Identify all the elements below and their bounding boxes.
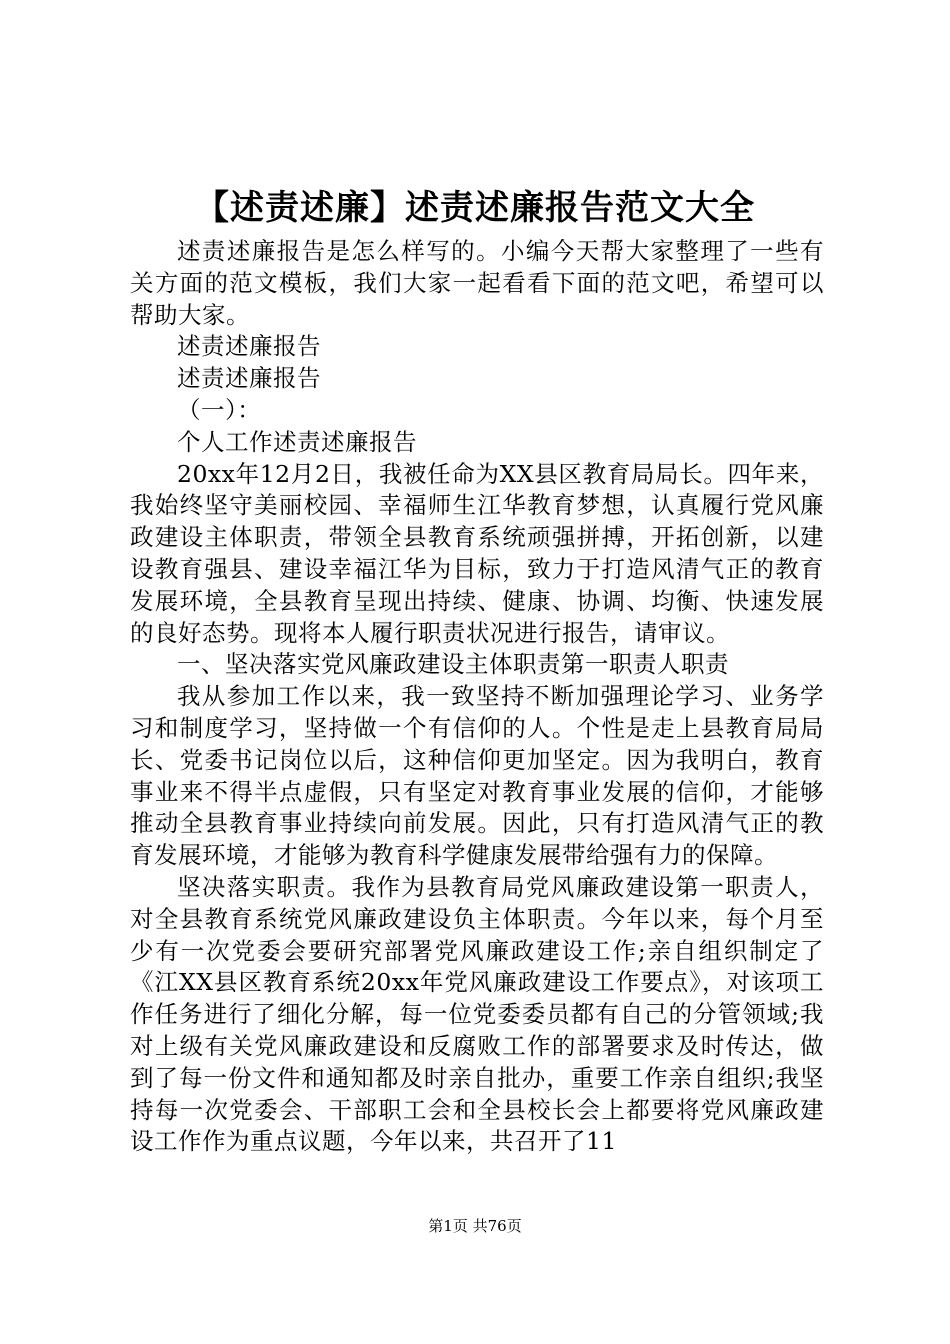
paragraph: 我从参加工作以来，我一致坚持不断加强理论学习、业务学习和制度学习，坚持做一个有信仰的人。个性是走上县教育局局长、党委书记岗位以后，这种信仰更加坚定。因为我明白，教育事业来不得半点虚假，只有坚定对教育事业发展的信仰，才能够推动全县教育事业持续向前发展。因此，只有打造风清气正的教育发展环境，才能够为教育科学健康发展带给强有力的保障。 [130, 682, 824, 870]
document-title: 【述责述廉】述责述廉报告范文大全 [195, 188, 755, 228]
page-footer: 第1页 共76页 [428, 1217, 522, 1235]
paragraph: 20xx年12月2日，我被任命为XX县区教育局局长。四年来，我始终坚守美丽校园、幸福师生江华教育梦想，认真履行党风廉政建设主体职责，带领全县教育系统顽强拼搏，开拓创新，以建设教育强县、建设幸福江华为目标，致力于打造风清气正的教育发展环境，全县教育呈现出持续、健康、协调、均衡、快速发展的良好态势。现将本人履行职责状况进行报告，请审议。 [130, 459, 824, 647]
paragraph: 个人工作述责述廉报告 [177, 427, 417, 456]
paragraph: 坚决落实职责。我作为县教育局党风廉政建设第一职责人，对全县教育系统党风廉政建设负主体职责。今年以来，每个月至少有一次党委会要研究部署党风廉政建设工作;亲自组织制定了《江XX县区教育系统20xx年党风廉政建设工作要点》，对该项工作任务进行了细化分解，每一位党委委员都有自己的分管领域;我对上级有关党风廉政建设和反腐败工作的部署要求及时传达，做到了每一份文件和通知都及时亲自批办，重要工作亲自组织;我坚持每一次党委会、干部职工会和全县校长会上都要将党风廉政建设工作作为重点议题，今年以来，共召开了11 [130, 872, 824, 1156]
paragraph: 述责述廉报告 [177, 364, 321, 393]
paragraph: 述责述廉报告 [177, 332, 321, 361]
section-heading: 一、坚决落实党风廉政建设主体职责第一职责人职责 [177, 650, 729, 679]
paragraph: 述责述廉报告是怎么样写的。小编今天帮大家整理了一些有关方面的范文模板，我们大家一起看看下面的范文吧，希望可以帮助大家。 [130, 237, 824, 329]
document-body [130, 236, 824, 1158]
paragraph: （一）： [177, 395, 262, 424]
